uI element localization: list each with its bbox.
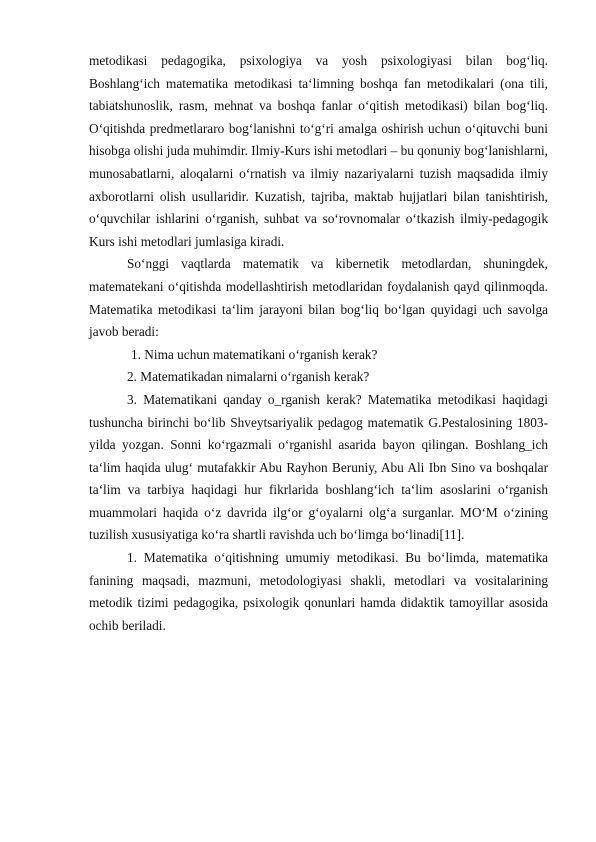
question-1: 1. Nima uchun matematikani o‘rganish kerak? bbox=[131, 346, 378, 362]
paragraph-question-3-history: 3. Matematikani qanday o_rganish kerak? Matematika metodikasi haqidagi tushuncha birinchi bo‘lib Shveytsariyalik pedagog matematik G.Pestalosining 1803-yilda yozgan. Sonni ko‘rgazmali o‘rganishl asarida bayon qilingan. Boshlang_ich ta‘lim haqida ulug‘ mutafakkir Abu Rayhon Beruniy, Abu Ali Ibn Sino va boshqalar ta‘lim va tarbiya haqidagi hur fikrlarida boshlang‘ich ta‘lim asoslarini o‘rganish muammolari haqida o‘z davrida ilg‘or g‘oyalarni olg‘a surganlar. MO‘M o‘zining tuzilish xususiyatiga ko‘ra shartli ravishda uch bo‘limga bo‘linadi[11]. bbox=[89, 391, 548, 543]
paragraph-methods: metodikasi pedagogika, psixologiya va yosh psixologiyasi bilan bog‘liq. Boshlang‘ich matematika metodikasi ta‘limning boshqa fan metodikalari (ona tili, tabiatshunoslik, rasm, mehnat va boshqa fanlar o‘qitish metodikasi) bilan bog‘liq. O‘qitishda predmetlararo bog‘lanishni to‘g‘ri amalga oshirish uchun o‘qituvchi buni hisobga olishi juda muhimdir. Ilmiy-Kurs ishi metodlari – bu qonuniy bog‘lanishlarni, munosabatlarni, aloqalarni o‘rnatish va ilmiy nazariyalarni tuzish maqsadida ilmiy axborotlarni olish usullaridir. Kuzatish, tajriba, maktab hujjatlari bilan tanishtirish, o‘quvchilar ishlarini o‘rganish, suhbat va so‘rovnomalar o‘tkazish ilmiy-pedagogik Kurs ishi metodlari jumlasiga kiradi. bbox=[89, 53, 548, 249]
paragraph-questions-intro: So‘nggi vaqtlarda matematik va kibernetik metodlardan, shuningdek, matematekani o‘qitishda modellashtirish metodlaridan foydalanish qayd qilinmoqda. Matematika metodikasi ta‘lim jarayoni bilan bog‘liq bo‘lgan quyidagi uch savolga javob beradi: bbox=[89, 256, 548, 340]
paragraph-general-methodology: 1. Matematika o‘qitishning umumiy metodikasi. Bu bo‘limda, matematika fanining maqsadi, mazmuni, metodologiyasi shakli, metodlari va vositalarining metodik tizimi pedagogika, psixologik qonunlari hamda didaktik tamoyillar asosida ochib beriladi. bbox=[89, 550, 548, 633]
document-page bbox=[89, 50, 548, 637]
question-2: 2. Matematikadan nimalarni o‘rganish kerak? bbox=[127, 369, 370, 385]
